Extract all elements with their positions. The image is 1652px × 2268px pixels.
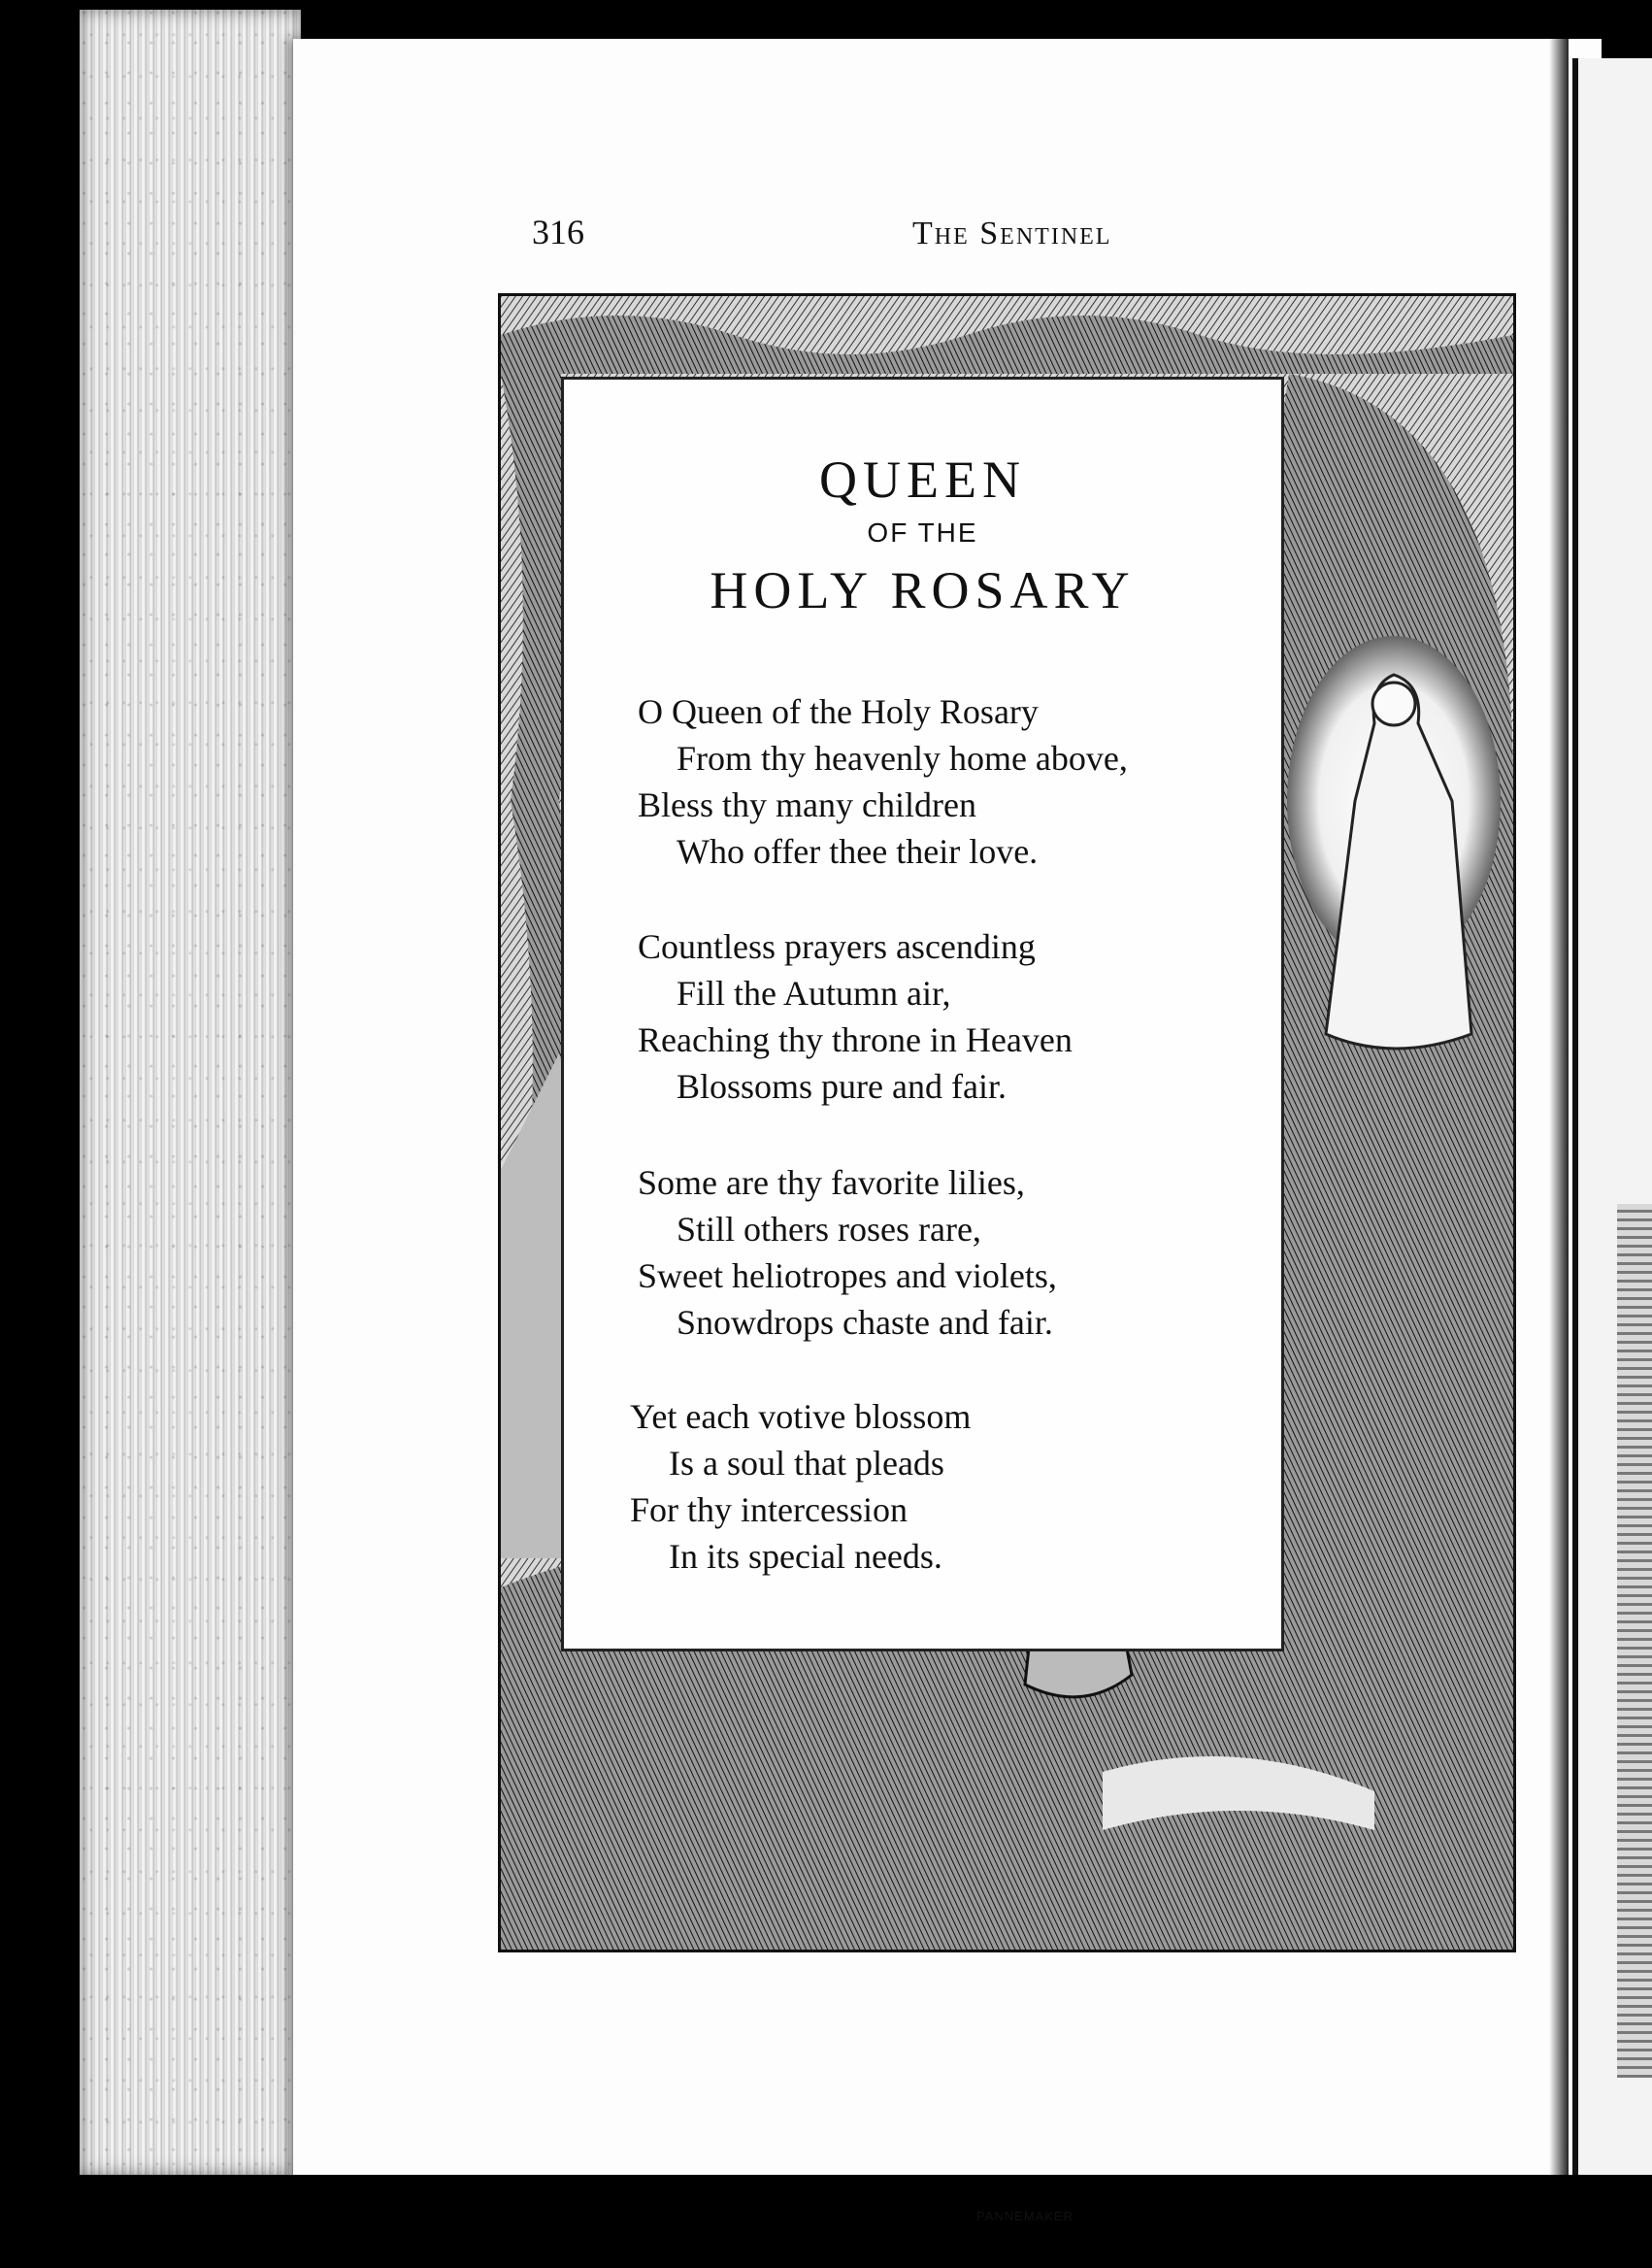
poem-line: Some are thy favorite lilies, [638, 1163, 1025, 1202]
poem-line: Blossoms pure and fair. [677, 1067, 1007, 1106]
poem-line: Who offer thee their love. [677, 832, 1039, 871]
poem-title-line-2: OF THE [867, 517, 978, 548]
poem-line: From thy heavenly home above, [677, 739, 1128, 778]
poem-panel [561, 377, 1284, 1651]
poem-line: Is a soul that pleads [669, 1444, 944, 1483]
stanza-4 [630, 1393, 1271, 1580]
poem-line: Snowdrops chaste and fair. [677, 1303, 1053, 1342]
poem-line: In its special needs. [669, 1537, 942, 1576]
book-page-edges [80, 10, 301, 2175]
page-number: 316 [532, 213, 584, 251]
poem-line: Fill the Autumn air, [677, 974, 951, 1013]
engraver-signature: PANNEMAKER [976, 2209, 1074, 2223]
running-head: The Sentinel [912, 216, 1112, 251]
poem-title-line-3: HOLY ROSARY [710, 561, 1136, 619]
stanza-3 [638, 1159, 1278, 1346]
facing-page-illustration-fragment [1617, 1204, 1652, 2078]
poem-line: For thy intercession [630, 1490, 908, 1529]
poem-line: O Queen of the Holy Rosary [638, 692, 1039, 731]
poem-title-line-1: QUEEN [819, 450, 1026, 509]
facing-page-edge [1572, 58, 1652, 2175]
poem-line: Countless prayers ascending [638, 927, 1036, 966]
poem-line: Still others roses rare, [677, 1210, 981, 1249]
poem-line: Reaching thy throne in Heaven [638, 1020, 1073, 1059]
poem-line: Yet each votive blossom [630, 1397, 972, 1436]
book-gutter [1549, 39, 1569, 2175]
stanza-2 [638, 923, 1278, 1110]
poem-line: Bless thy many children [638, 785, 976, 824]
poem-line: Sweet heliotropes and violets, [638, 1256, 1057, 1295]
stanza-1 [638, 688, 1278, 875]
